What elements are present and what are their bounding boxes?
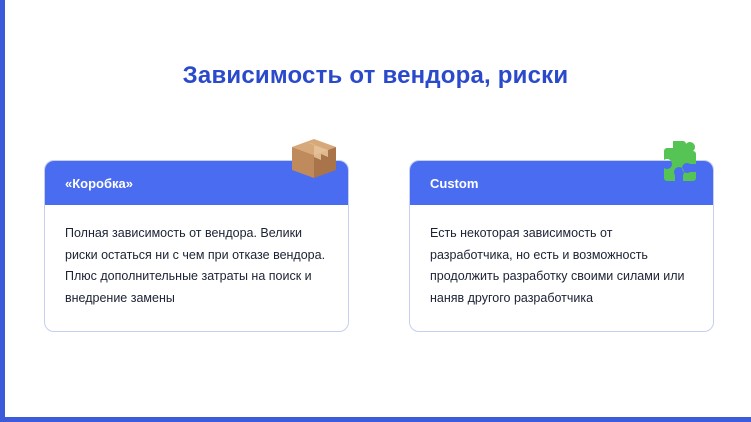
cards-row bbox=[44, 160, 714, 332]
puzzle-piece-icon bbox=[653, 133, 705, 185]
card-custom-title: Custom bbox=[430, 175, 479, 191]
card-box-body: Полная зависимость от вендора. Велики риски остаться ни с чем при отказе вендора. Плюс дополнительные затраты на поиск и внедрение замены bbox=[65, 226, 326, 305]
card-custom bbox=[409, 160, 714, 332]
box-icon bbox=[288, 133, 340, 185]
card-box-title: «Коробка» bbox=[65, 175, 133, 191]
bottom-accent-bar bbox=[0, 417, 751, 422]
card-custom-body: Есть некоторая зависимость от разработчика, но есть и возможность продолжить разработку своими силами или наняв другого разработчика bbox=[430, 226, 685, 305]
card-box bbox=[44, 160, 349, 332]
page-title: Зависимость от вендора, риски bbox=[182, 62, 569, 89]
